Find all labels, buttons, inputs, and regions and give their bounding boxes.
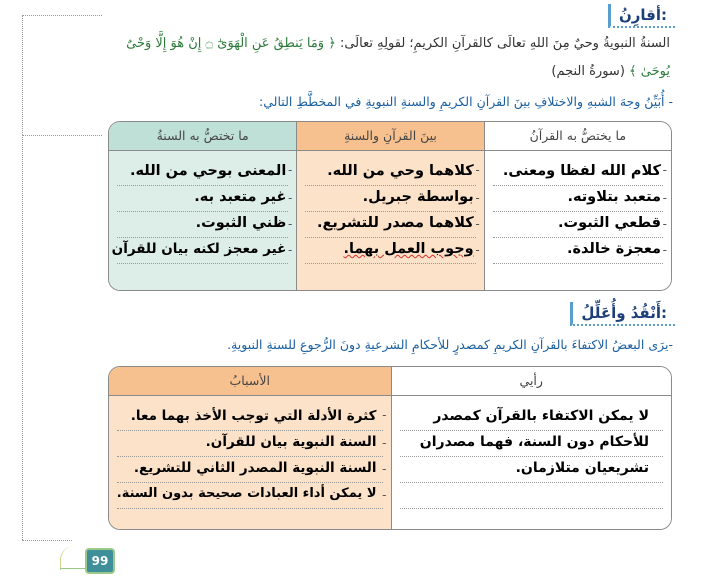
quran-item-4: معجزة خالدة. <box>566 241 661 257</box>
verse-part-2: يُوحَىٰ ﴾ <box>629 64 670 79</box>
both-item-2: بواسطة جبريل. <box>362 189 474 205</box>
column-opinion <box>391 367 672 529</box>
header-sunnah: ما تختصُّ به السنةُ <box>109 122 296 151</box>
section-heading-critique: أَنْقُدُ وأُعَلِّلُ: <box>570 302 675 326</box>
column-sunnah: ما تختصُّ به السنةُ - المعنى بوحي من الله. - غير متعبد به. - ظني الثبوت. - غير معجز لكنه بيان للقرآن <box>109 122 296 290</box>
header-both: بينَ القرآنِ والسنةِ <box>297 122 483 151</box>
frame-line-left-1 <box>22 15 23 135</box>
sunnah-item-3: ظني الثبوت. <box>195 215 287 231</box>
header-reasons: الأسبابُ <box>109 367 391 396</box>
quran-item-1: كلام الله لفظا ومعنى. <box>502 163 661 179</box>
frame-line-mid <box>22 135 102 136</box>
sunnah-item-1: المعنى بوحي من الله. <box>129 163 287 179</box>
compare-question: - أُبَيِّنُ وجهَ الشبهِ والاختلافِ بينَ القرآنِ الكريمِ والسنةِ النبويةِ في المخطَّطِ التالي: <box>259 94 673 109</box>
critique-question: -يرَى البعضُ الاكتفاءَ بالقرآنِ الكريمِ كمصدرٍ للأحكامِ الشرعيةِ دونَ الرُّجوعِ للسنةِ النبويةِ. <box>227 337 673 352</box>
quran-item-3: قطعي الثبوت. <box>558 215 661 231</box>
reason-item-3: السنة النبوية المصدر الثاني للتشريع. <box>133 460 377 476</box>
reason-item-1: كثرة الأدلة التي توجب الأخذ بهما معا. <box>130 408 377 424</box>
surah-reference: (سورةُ النجم) <box>551 64 625 79</box>
verse-part-1: ﴿ وَمَا يَنطِقُ عَنِ الْهَوَىٰٓ ۝ إِنْ هُوَ إِلَّا وَحْىٌ <box>126 36 336 51</box>
opinion-line-2: للأحكام دون السنة، فهما مصدران <box>419 434 649 450</box>
reason-item-2: السنة النبوية بيان للقرآن. <box>205 434 377 450</box>
column-both: بينَ القرآنِ والسنةِ - كلاهما وحي من الله. - بواسطة جبريل. - كلاهما مصدر للتشريع. - وجوب العمل بهما. <box>296 122 483 290</box>
reason-item-4: لا يمكن أداء العبادات صحيحة بدون السنة. <box>116 486 377 501</box>
intro-text: السنةُ النبويةُ وحيٌ مِنَ اللهِ تعالَى كالقرآنِ الكريمِ؛ لقولِهِ تعالَى: <box>339 36 670 51</box>
column-quran: ما يختصُّ به القرآنُ - كلام الله لفظا ومعنى. - متعبد بتلاوته. - قطعي الثبوت. - معجزة خالدة. <box>484 122 671 290</box>
critique-table <box>108 366 672 530</box>
quran-item-2: متعبد بتلاوته. <box>567 189 661 205</box>
verse-continuation <box>70 60 670 84</box>
compare-table <box>108 121 672 291</box>
page-number: 99 <box>85 548 115 574</box>
section-heading-compare: أقارِنُ: <box>608 4 675 28</box>
intro-paragraph <box>70 32 670 56</box>
sunnah-item-2: غير متعبد به. <box>194 189 287 205</box>
sunnah-item-4: غير معجز لكنه بيان للقرآن <box>111 241 287 257</box>
both-item-3: كلاهما مصدر للتشريع. <box>317 215 474 231</box>
frame-line-top <box>22 15 102 16</box>
both-item-1: كلاهما وحي من الله. <box>327 163 474 179</box>
frame-line-bottom <box>22 540 72 541</box>
header-opinion: رأيي <box>392 367 672 396</box>
both-item-4: وجوب العمل بهما. <box>343 241 474 257</box>
header-quran: ما يختصُّ به القرآنُ <box>485 122 671 151</box>
column-reasons: الأسبابُ - كثرة الأدلة التي توجب الأخذ بهما معا. - السنة النبوية بيان للقرآن. - السنة النبوية المصدر الثاني للتشريع. - لا يمكن أداء العبادات صحيحة بدون السنة. <box>109 367 391 529</box>
frame-line-left-2 <box>22 135 23 540</box>
opinion-line-1: لا يمكن الاكتفاء بالقرآن كمصدر <box>433 408 649 424</box>
opinion-line-3: تشريعيان متلازمان. <box>515 460 649 476</box>
